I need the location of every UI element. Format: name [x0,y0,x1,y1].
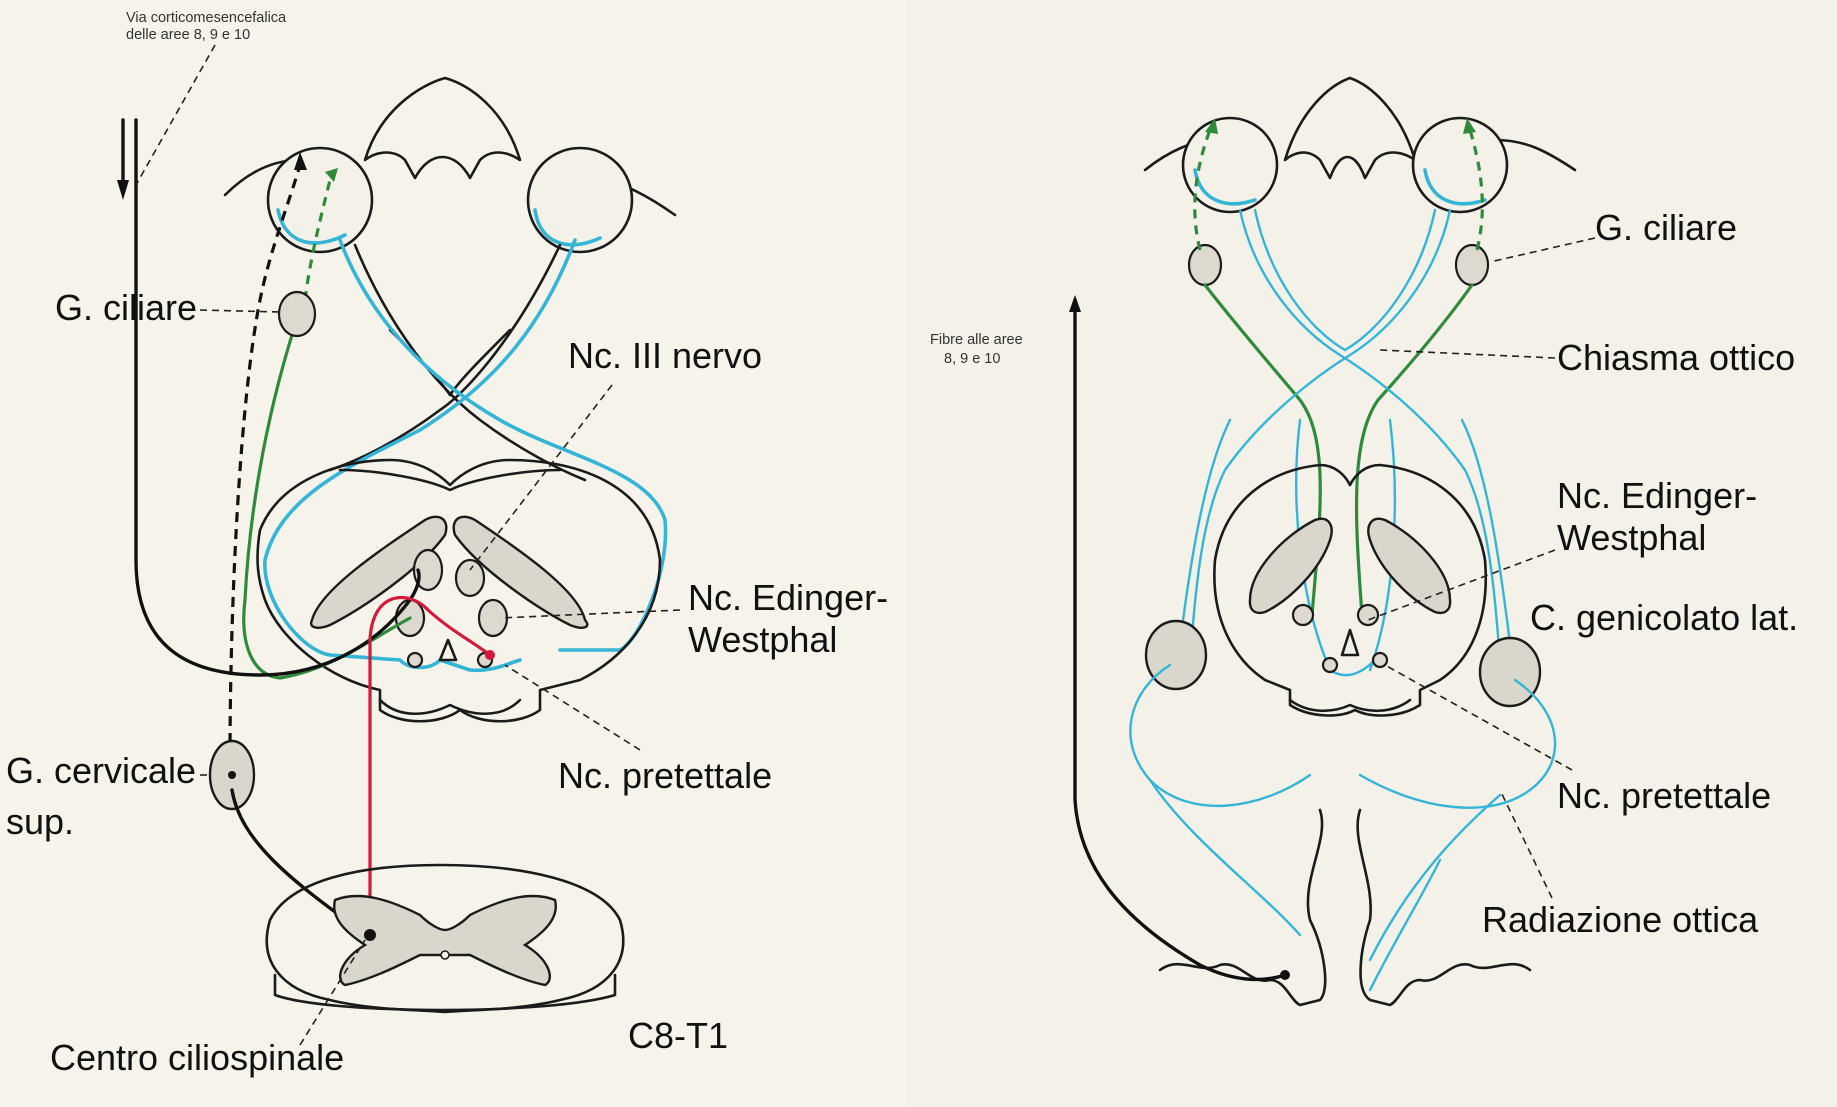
left-nc-iii-nucleus-r [456,560,484,596]
left-central-canal [441,951,449,959]
right-ciliary-ganglion-l [1189,245,1221,285]
left-ciliospinal-neuron [364,929,376,941]
right-optic-radiation-label: Radiazione ottica [1482,899,1759,940]
right-pretectal-nucleus-l [1323,658,1337,672]
right-lgn-label: C. genicolato lat. [1530,597,1799,638]
left-cervical-label-line2: sup. [6,801,75,842]
left-ciliary-ganglion-label: G. ciliare [55,287,198,328]
right-ciliary-ganglion-label: G. ciliare [1595,207,1738,248]
right-fibers-label-line1: Fibre alle aree [930,332,1023,348]
left-pretectal-label: Nc. pretettale [558,755,773,796]
left-eyeball-l [268,148,372,252]
right-cortical-neuron [1280,970,1290,980]
left-via-label-line1: Via corticomesencefalica [126,10,287,26]
left-via-label-line2: delle aree 8, 9 e 10 [126,27,251,43]
left-eyeball-r [528,148,632,252]
left-ew-label-line2: Westphal [688,619,838,660]
right-pretectal-label: Nc. pretettale [1557,775,1772,816]
left-pretectal-nucleus-l [408,653,422,667]
left-cervical-ganglion-dot [228,771,236,779]
right-ew-label-line2: Westphal [1557,517,1707,558]
left-ciliospinal-label: Centro ciliospinale [50,1037,345,1078]
left-cervical-label-line1: G. cervicale [6,750,197,791]
left-spinal-level-label: C8-T1 [628,1015,729,1056]
right-ew-label-line1: Nc. Edinger- [1557,475,1758,516]
left-nc-iii-label: Nc. III nervo [568,335,763,376]
right-ew-nucleus-r [1358,605,1378,625]
left-ew-label-line1: Nc. Edinger- [688,577,889,618]
right-optic-chiasm-label: Chiasma ottico [1557,337,1796,378]
right-lgn-l [1146,621,1206,689]
right-lgn-r [1480,638,1540,706]
left-red-endpoint [485,650,495,660]
left-ciliary-ganglion-shape [279,292,315,336]
right-pretectal-nucleus-r [1373,653,1387,667]
right-eyeball-l [1183,118,1277,212]
right-ew-nucleus-l [1293,605,1313,625]
right-eyeball-r [1413,118,1507,212]
right-fibers-label-line2: 8, 9 e 10 [944,351,1001,367]
left-ew-nucleus-r [479,600,507,636]
right-ciliary-ganglion-r [1456,245,1488,285]
